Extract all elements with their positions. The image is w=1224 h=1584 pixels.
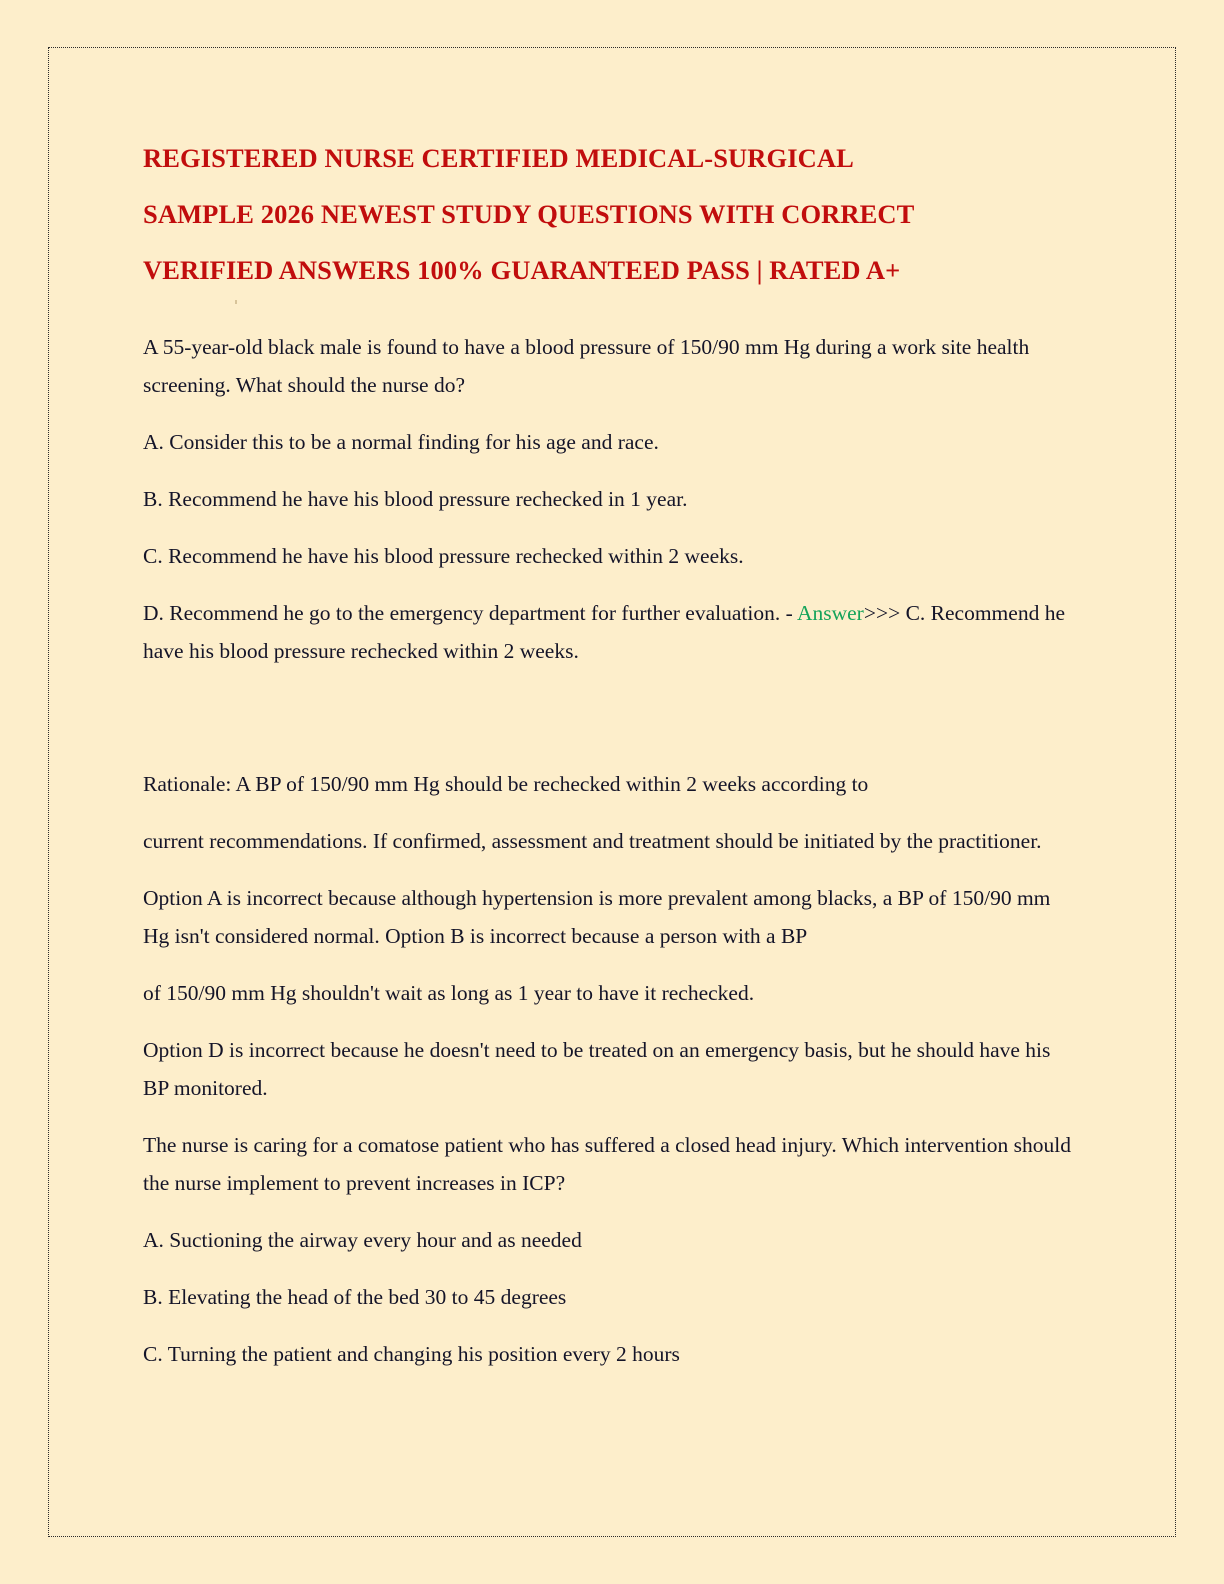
question-2-option-c: C. Turning the patient and changing his position every 2 hours (143, 1342, 680, 1366)
question-2-option-a: A. Suctioning the airway every hour and as needed (143, 1228, 582, 1252)
page-title-line-3: VERIFIED ANSWERS 100% GUARANTEED PASS | RATED A+ (143, 255, 901, 285)
rationale-1-line-2: current recommendations. If confirmed, assessment and treatment should be initiated by the practitioner. (143, 829, 1042, 853)
document-content (143, 130, 1073, 1392)
rationale-1-line-3: Option A is incorrect because although hypertension is more prevalent among blacks, a BP of 150/90 mm Hg isn't considered normal. Option B is incorrect because a person with a BP (143, 886, 1051, 948)
question-2-stem: The nurse is caring for a comatose patient who has suffered a closed head injury. Which intervention should the nurse implement to prevent increases in ICP? (143, 1133, 1072, 1195)
question-1-stem: A 55-year-old black male is found to have a blood pressure of 150/90 mm Hg during a work site health screening. What should the nurse do? (143, 335, 1030, 397)
title-body-gap (143, 298, 1073, 328)
rationale-1-line-1: Rationale: A BP of 150/90 mm Hg should be rechecked within 2 weeks according to (143, 772, 869, 796)
question-1-option-c: C. Recommend he have his blood pressure rechecked within 2 weeks. (143, 544, 744, 568)
answer-value-text: >>> C. Recommend he have his blood pressure rechecked within 2 weeks. (143, 601, 1065, 663)
question-1-option-b: B. Recommend he have his blood pressure rechecked in 1 year. (143, 487, 688, 511)
blank-paragraph-spacer (143, 689, 1073, 765)
page-title-line-1: REGISTERED NURSE CERTIFIED MEDICAL-SURGICAL (143, 143, 854, 173)
question-1-option-d-text: D. Recommend he go to the emergency department for further evaluation. - (143, 601, 797, 625)
question-2-option-b: B. Elevating the head of the bed 30 to 45 degrees (143, 1285, 567, 1309)
rationale-1-line-5: Option D is incorrect because he doesn't need to be treated on an emergency basis, but he should have his BP monitored. (143, 1038, 1051, 1100)
rationale-1-line-4: of 150/90 mm Hg shouldn't wait as long as 1 year to have it rechecked. (143, 981, 755, 1005)
question-1-option-a: A. Consider this to be a normal finding for his age and race. (143, 430, 659, 454)
question-1-option-d-and-answer (143, 594, 1073, 670)
page-artifact-speck (235, 300, 237, 304)
answer-keyword: Answer (796, 601, 864, 625)
page-title-line-2: SAMPLE 2026 NEWEST STUDY QUESTIONS WITH CORRECT (143, 199, 915, 229)
